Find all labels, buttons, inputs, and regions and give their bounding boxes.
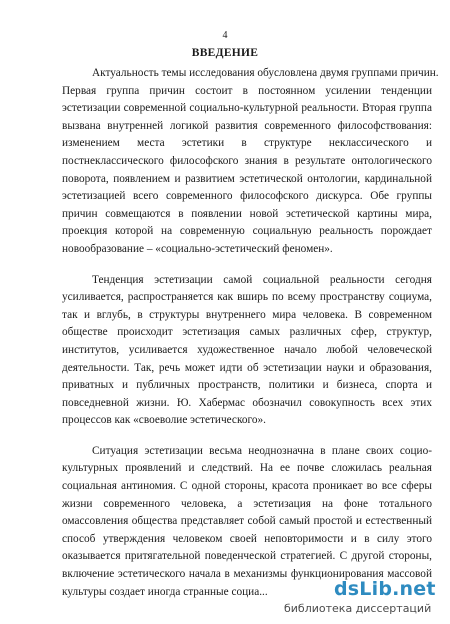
text-line: приватных и публичных пространств, политики и бизнеса, спорта и	[62, 379, 432, 392]
text-line: новообразование – «социально-эстетический феномен».	[62, 242, 333, 255]
watermark-subtitle: библиотека диссертаций	[284, 602, 432, 615]
page-number: 4	[222, 30, 228, 41]
text-line: способ утверждения человеком своей неповторимости и в силу этого	[62, 532, 432, 545]
text-line: процессов как «своеволие эстетического».	[62, 414, 266, 427]
text-line: так и вглубь, в структуры внутреннего мира человека. В современном	[62, 308, 432, 321]
text-line: институтов, усиливается художественное начало любой человеческой	[62, 343, 432, 356]
text-line: социальная антиномия. С одной стороны, красота проникает во все сферы	[62, 480, 432, 493]
text-line: деятельности. Так, речь может идти об эстетизации науки и образования,	[62, 361, 432, 374]
text-line: поворота, появлением и развитием эстетической онтологии, кардинальной	[62, 172, 432, 185]
text-line: вызвана внутренней логикой развития современного философствования:	[62, 119, 432, 132]
text-line: постнеклассического философского знания в результате онтологического	[62, 154, 432, 167]
text-line: обществе происходит эстетизация самых различных сфер, структур,	[62, 326, 432, 339]
text-line: оказывается притягательной поведенческой стратегией. С другой стороны,	[62, 550, 432, 563]
text-line: Актуальность темы исследования обусловлена двумя группами причин.	[92, 67, 439, 79]
text-line: омассовления общества представляет собой самый простой и естественный	[62, 515, 432, 528]
text-line: Первая группа причин состоит в постоянном усилении тенденции	[62, 84, 432, 97]
text-line: включение эстетического начала в механизмы функционирования массовой	[62, 568, 432, 581]
paragraph-tendency	[62, 272, 432, 430]
text-line: усиливается, распространяется как вширь по всему пространству социума,	[62, 291, 432, 304]
text-line: проекция которой на современную социальную реальность порождает	[62, 225, 432, 238]
text-line: повседневной жизни. Ю. Хабермас обозначил совокупность всех этих	[62, 396, 432, 409]
text-line: Ситуация эстетизации весьма неоднозначна в плане своих социо-	[92, 444, 432, 457]
text-line: культурных проявлений и следствий. На ее почве сложилась реальная	[62, 462, 432, 475]
text-line: Тенденция эстетизации самой социальной реальности сегодня	[92, 273, 432, 286]
section-heading: ВВЕДЕНИЕ	[191, 47, 259, 59]
paragraph-relevance	[62, 65, 439, 259]
text-line: эстетизацией всего современного философского дискурса. Обе группы	[62, 190, 432, 203]
text-line: эстетизации современной социально-культурной реальности. Вторая группа	[62, 102, 432, 115]
body-text	[62, 65, 439, 614]
text-line: причин совмещаются в появлении новой эстетической картины мира,	[62, 207, 432, 220]
text-line: жизни современного человека, а эстетизация на фоне тотального	[62, 497, 432, 510]
text-line: изменением места эстетики в структуре неклассического и	[62, 137, 432, 150]
text-line: культуры создает иногда странные социа...	[62, 585, 268, 598]
dslib-logo[interactable]: dsLib.net	[334, 578, 436, 600]
watermark[interactable]	[282, 578, 442, 618]
